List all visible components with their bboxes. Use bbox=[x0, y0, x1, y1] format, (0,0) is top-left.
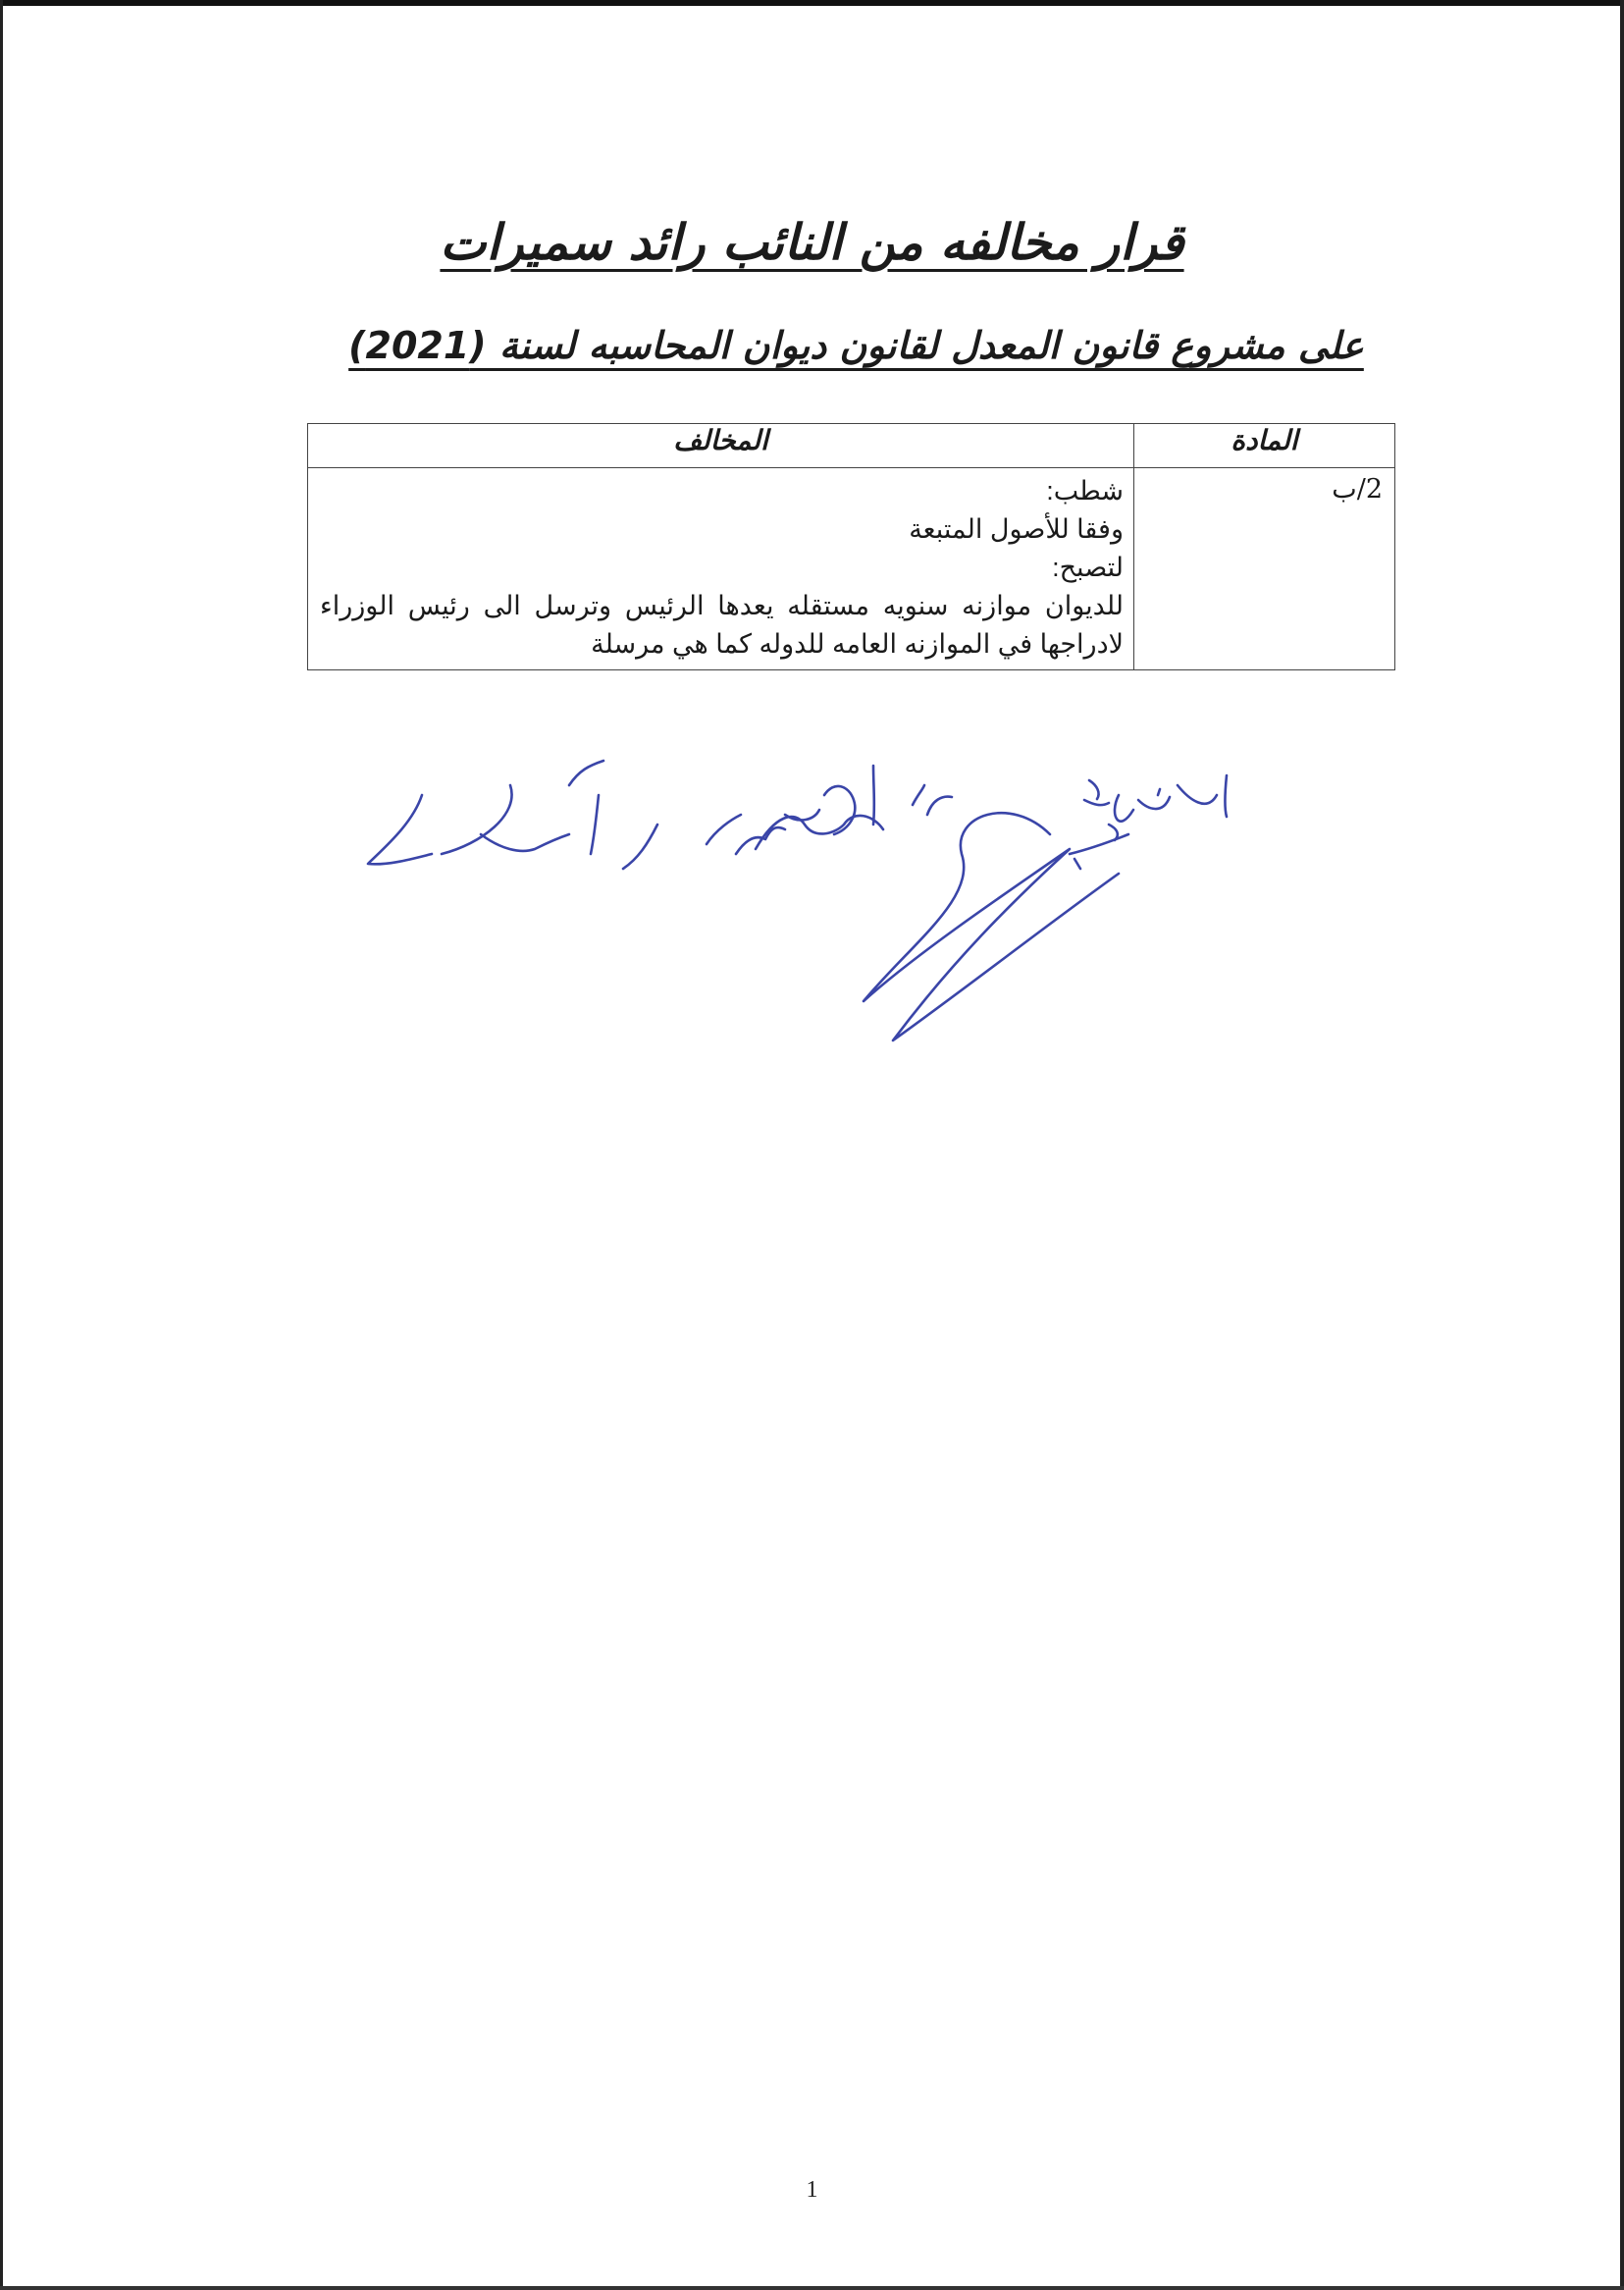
scan-edge-bottom bbox=[0, 2286, 1624, 2290]
dissent-line-new-text: للديوان موازنه سنويه مستقله يعدها الرئيس وترسل الى رئيس الوزراء لادراجها في الموازنه العامه للدوله كما هي مرسلة bbox=[320, 591, 1124, 659]
header-article: المادة bbox=[1134, 424, 1395, 468]
dissent-line-becomes-label: لتصبح: bbox=[1052, 553, 1124, 582]
amendment-table bbox=[307, 423, 1395, 670]
header-dissent: المخالف bbox=[308, 424, 1134, 468]
dissent-text bbox=[308, 468, 1134, 670]
table-row bbox=[308, 468, 1395, 670]
document-title-text: قرار مخالفه من النائب رائد سميرات bbox=[440, 214, 1184, 271]
signature bbox=[363, 756, 1335, 1050]
scan-edge-top bbox=[0, 0, 1624, 6]
document-subtitle-text: على مشروع قانون المعدل لقانون ديوان المحاسبه لسنة (2021) bbox=[348, 324, 1364, 367]
dissent-line-deleted-text: وفقا للأصول المتبعة bbox=[909, 514, 1124, 544]
document-subtitle bbox=[0, 324, 1624, 367]
table-header-row bbox=[308, 424, 1395, 468]
article-number: 2/ب bbox=[1134, 468, 1395, 670]
page-number: 1 bbox=[806, 2177, 818, 2203]
dissent-line-delete-label: شطب: bbox=[1046, 476, 1124, 506]
document-title bbox=[0, 214, 1624, 271]
